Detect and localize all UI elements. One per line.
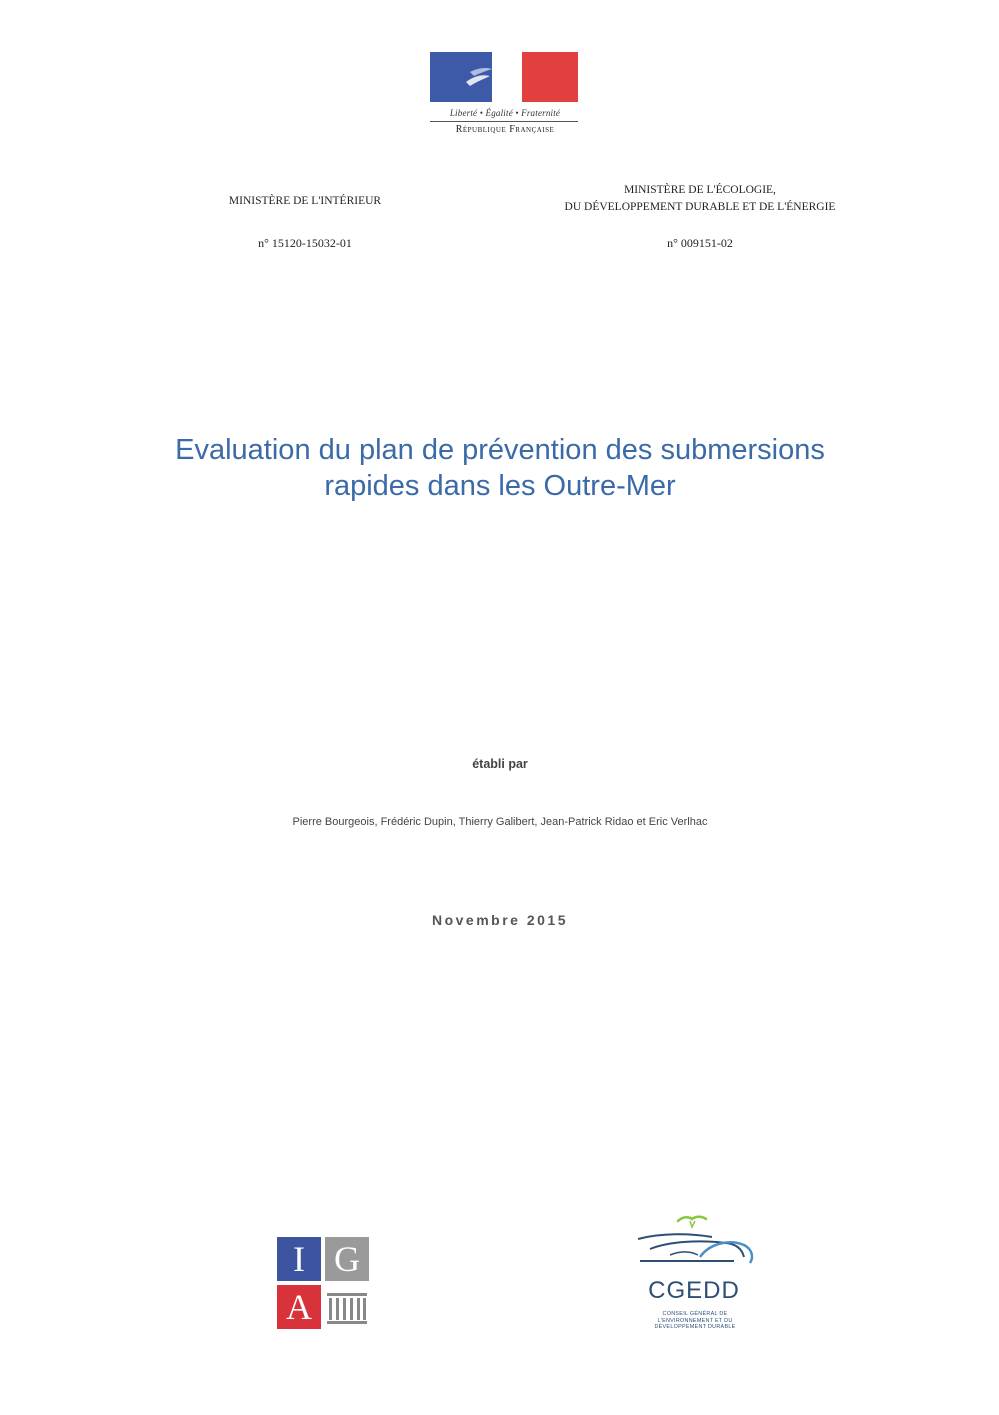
cgedd-bird-wave-icon [630, 1213, 760, 1273]
ministry-interior-name: MINISTÈRE DE L'INTÉRIEUR [228, 195, 382, 207]
cgedd-subtitle-line2: L'ENVIRONNEMENT ET DU [657, 1317, 733, 1324]
authors-list: Pierre Bourgeois, Frédéric Dupin, Thierry Galibert, Jean-Patrick Ridao et Eric Verlhac [292, 816, 708, 828]
ministry-ecology-line1: MINISTÈRE DE L'ÉCOLOGIE, [624, 184, 776, 196]
report-title-line1: Evaluation du plan de prévention des submersions [175, 434, 825, 466]
report-title-line2: rapides dans les Outre-Mer [324, 470, 676, 502]
republic-name: République Française [455, 124, 555, 135]
ministry-ecology-name [520, 182, 880, 216]
iga-columns-icon [325, 1285, 369, 1329]
iga-letter-a: A [277, 1285, 321, 1329]
ministry-interior-number: n° 15120-15032-01 [258, 236, 352, 250]
republic-motto: Liberté • Égalité • Fraternité [449, 108, 561, 118]
established-by-label: établi par [472, 757, 528, 771]
iga-letter-i: I [277, 1237, 321, 1281]
iga-letter-g: G [325, 1237, 369, 1281]
iga-logo [277, 1237, 373, 1333]
ministry-ecology-number: n° 009151-02 [667, 236, 733, 250]
ministry-ecology-line2: DU DÉVELOPPEMENT DURABLE ET DE L'ÉNERGIE [564, 201, 836, 213]
cgedd-subtitle [632, 1311, 758, 1331]
cgedd-acronym: CGEDD [648, 1277, 740, 1304]
report-title [60, 432, 940, 504]
republique-francaise-logo [430, 52, 580, 135]
report-date: Novembre 2015 [431, 912, 568, 928]
marianne-flag-icon [430, 52, 578, 102]
cgedd-subtitle-line3: DÉVELOPPEMENT DURABLE [654, 1324, 736, 1330]
cgedd-subtitle-line1: CONSEIL GÉNÉRAL DE [662, 1311, 728, 1317]
cgedd-logo [630, 1213, 760, 1348]
logo-divider [430, 121, 578, 122]
